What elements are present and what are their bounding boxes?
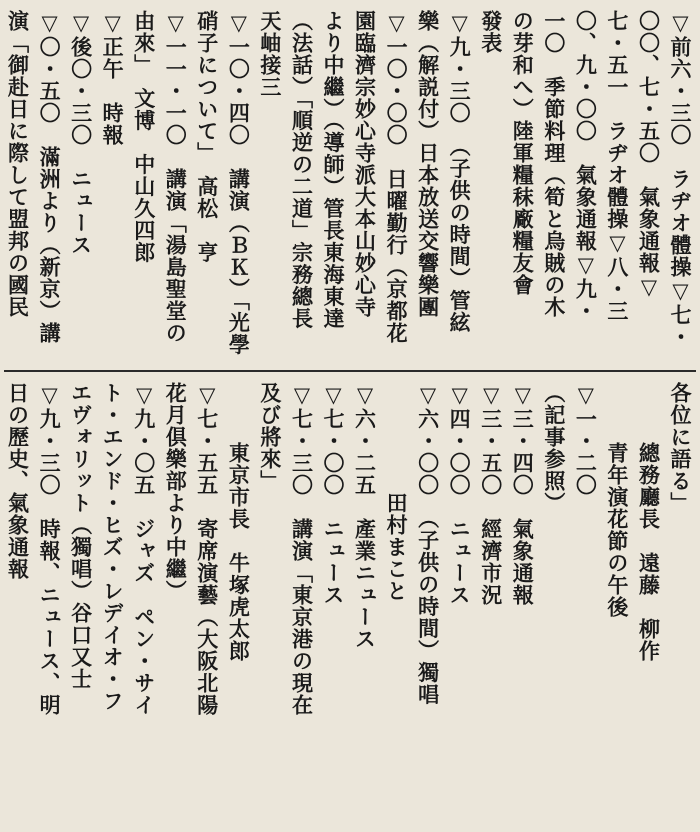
program-column: ▽〇・五〇 滿洲より（新京）講 [37,10,63,344]
program-column: の芽和へ）陸軍糧秣廠糧友會 [510,10,536,296]
program-column: ▽九・〇五 ジャズ ペン・サイ [132,382,157,716]
morning-program-band [6,10,694,362]
program-column: 園臨濟宗妙心寺派大本山妙心寺 [352,10,378,318]
program-column: ▽七・〇〇 ニュース [321,382,346,606]
program-column: 一〇 季節料理（筍と烏賊の木 [542,10,567,318]
program-column: 總務廳長 遠藤 柳作 [636,442,662,662]
program-column: ▽三・四〇 氣象通報 [510,382,536,606]
program-column: （法話）「順逆の二道」宗務總長 [289,10,315,330]
program-column: ▽一〇・四〇 講演（ＢＫ）「光學 [226,10,252,356]
program-column: ▽九・三〇 時報、ニュース、明 [37,382,63,716]
program-column: 天岫接三 [258,10,283,98]
program-column: 各位に語る」 [668,382,693,514]
program-column: 〇、九・〇〇 氣象通報▽九・ [573,10,599,322]
program-column: ▽六・〇〇 （子供の時間）獨唱 [416,382,441,706]
section-divider [4,370,696,372]
program-column: 〇〇、七・五〇 氣象通報▽ [636,10,662,300]
program-column: 東京市長 牛塚虎太郎 [226,442,252,662]
program-column: 硝子について」 高松 亨 [195,10,220,264]
program-column: 樂（解説付）日本放送交響樂團 [416,10,441,318]
program-column: ト・エンド・ヒズ・レデイオ・フ [100,382,126,712]
program-column: ▽六・二五 產業ニュース [352,382,378,650]
program-column: ▽後〇・三〇 ニュース [69,10,94,256]
program-column: （記事参照） [542,382,567,514]
program-column: 七・五一 ラヂオ體操▽八・三 [605,10,630,322]
program-column: より中繼）（導師）管長東海東達 [321,10,346,330]
program-column: 由來」 文博 中山久四郎 [132,10,157,264]
program-column: ▽一〇・〇〇 日曜勤行（京都花 [384,10,410,344]
program-column: 演「御赴日に際して盟邦の國民 [5,10,31,318]
program-column: ▽七・五五 寄席演藝（大阪北陽 [195,382,220,716]
program-column: 發表 [479,10,504,54]
program-column: ▽九・三〇 （子供の時間）管絃 [447,10,473,334]
program-column: ▽三・五〇 經濟市況 [479,382,504,606]
program-column: ▽一一・一〇 講演「湯島聖堂の [163,10,189,344]
afternoon-program-band [6,382,694,722]
program-column: ▽正午 時報 [100,10,126,146]
program-column: ▽前六・三〇 ラヂオ體操▽七・ [668,10,693,348]
program-column: エヴォリット（獨唱）谷口又士 [69,382,94,690]
program-column: 青年演花節の午後 [605,442,630,618]
program-column: 日の歷史、氣象通報 [5,382,31,580]
program-column: ▽四・〇〇 ニュース [447,382,473,606]
program-column: 田村まこと [384,492,410,602]
program-column: 及び將來」 [258,382,283,492]
program-column: 花月倶樂部より中繼） [163,382,189,602]
program-column: ▽一・二〇 [573,382,599,496]
program-column: ▽七・三〇 講演「東京港の現在 [289,382,315,716]
